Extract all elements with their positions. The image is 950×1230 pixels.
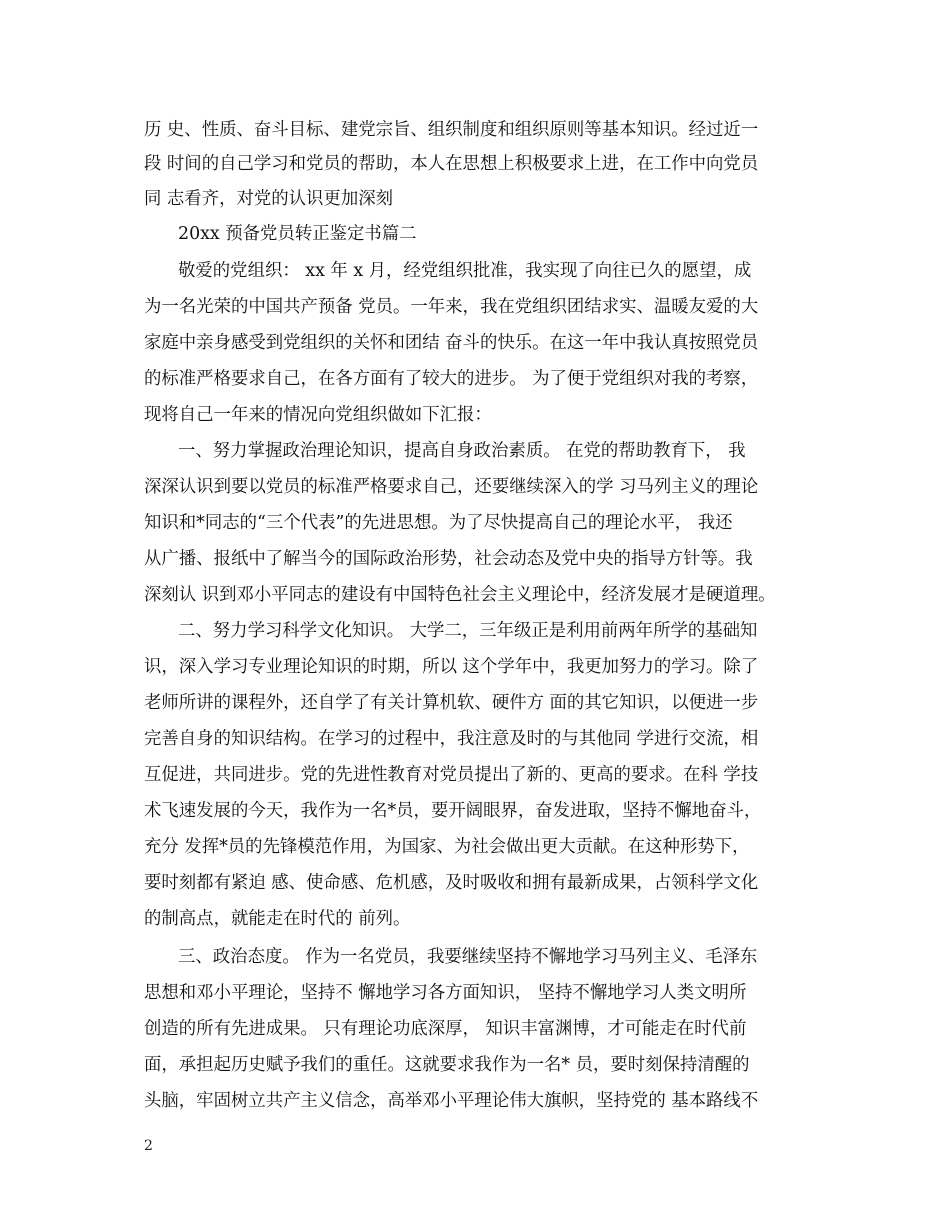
text-line: 面，承担起历史赋予我们的重任。这就要求我作为一名* 员，要时刻保持清醒的 [144,1055,750,1075]
text-line: 深深认识到要以党员的标准严格要求自己，还要继续深入的学 习马列主义的理论 [144,477,759,497]
text-line: 历 史、性质、奋斗目标、建党宗旨、组织制度和组织原则等基本知识。经过近一 [144,120,759,140]
text-line: 互促进，共同进步。党的先进性教育对党员提出了新的、更高的要求。在科 学技 [144,765,759,785]
text-line: 同 志看齐，对党的认识更加深刻 [144,189,393,209]
text-line: 家庭中亲身感受到党组织的关怀和团结 奋斗的快乐。在这一年中我认真按照党员 [144,333,759,353]
text-line: 的标准严格要求自己，在各方面有了较大的进步。 为了便于党组织对我的考察， [144,369,759,389]
text-line: 识，深入学习专业理论知识的时期，所以 这个学年中，我更加努力的学习。除了 [144,657,759,677]
text-line: 充分 发挥*员的先锋模范作用，为国家、为社会做出更大贡献。在这种形势下， [144,837,750,857]
text-line: 一、努力掌握政治理论知识，提高自身政治素质。 在党的帮助教育下， 我 [178,441,746,461]
text-line: 思想和邓小平理论，坚持不 懈地学习各方面知识， 坚持不懈地学习人类文明所 [144,983,747,1003]
text-line: 二、努力学习科学文化知识。 大学二，三年级正是利用前两年所学的基础知 [178,621,758,641]
text-line: 三、政治态度。 作为一名党员，我要继续坚持不懈地学习马列主义、毛泽东 [178,947,758,967]
text-line: 现将自己一年来的情况向党组织做如下汇报： [144,405,492,425]
text-line: 头脑，牢固树立共产主义信念，高举邓小平理论伟大旗帜，坚持党的 基本路线不 [144,1091,759,1111]
text-line: 老师所讲的课程外，还自学了有关计算机软、硬件方 面的其它知识，以便进一步 [144,693,759,713]
text-line: 完善自身的知识结构。在学习的过程中，我注意及时的与其他同 学进行交流，相 [144,729,759,749]
text-line: 深刻认 识到邓小平同志的建设有中国特色社会主义理论中，经济发展才是硬道理。 [144,585,776,605]
text-line: 知识和*同志的“三个代表”的先进思想。为了尽快提高自己的理论水平， 我还 [144,513,733,533]
page-number: 2 [144,1138,153,1154]
text-line: 要时刻都有紧迫 感、使命感、危机感，及时吸收和拥有最新成果，占领科学文化 [144,873,759,893]
text-line: 敬爱的党组织： xx 年 x 月，经党组织批准，我实现了向往已久的愿望，成 [178,261,752,281]
text-line: 为一名光荣的中国共产预备 党员。一年来，我在党组织团结求实、温暖友爱的大 [144,297,759,317]
text-line: 的制高点，就能走在时代的 前列。 [144,909,411,929]
section-heading: 20xx 预备党员转正鉴定书篇二 [178,224,417,244]
text-line: 术飞速发展的今天，我作为一名*员，要开阔眼界，奋发进取，坚持不懈地奋斗， [144,801,762,821]
text-line: 从广播、报纸中了解当今的国际政治形势，社会动态及党中央的指导方针等。我 [144,549,753,569]
text-line: 创造的所有先进成果。 只有理论功底深厚， 知识丰富渊博，才可能走在时代前 [144,1019,747,1039]
text-line: 段 时间的自己学习和党员的帮助，本人在思想上积极要求上进，在工作中向党员 [144,154,759,174]
